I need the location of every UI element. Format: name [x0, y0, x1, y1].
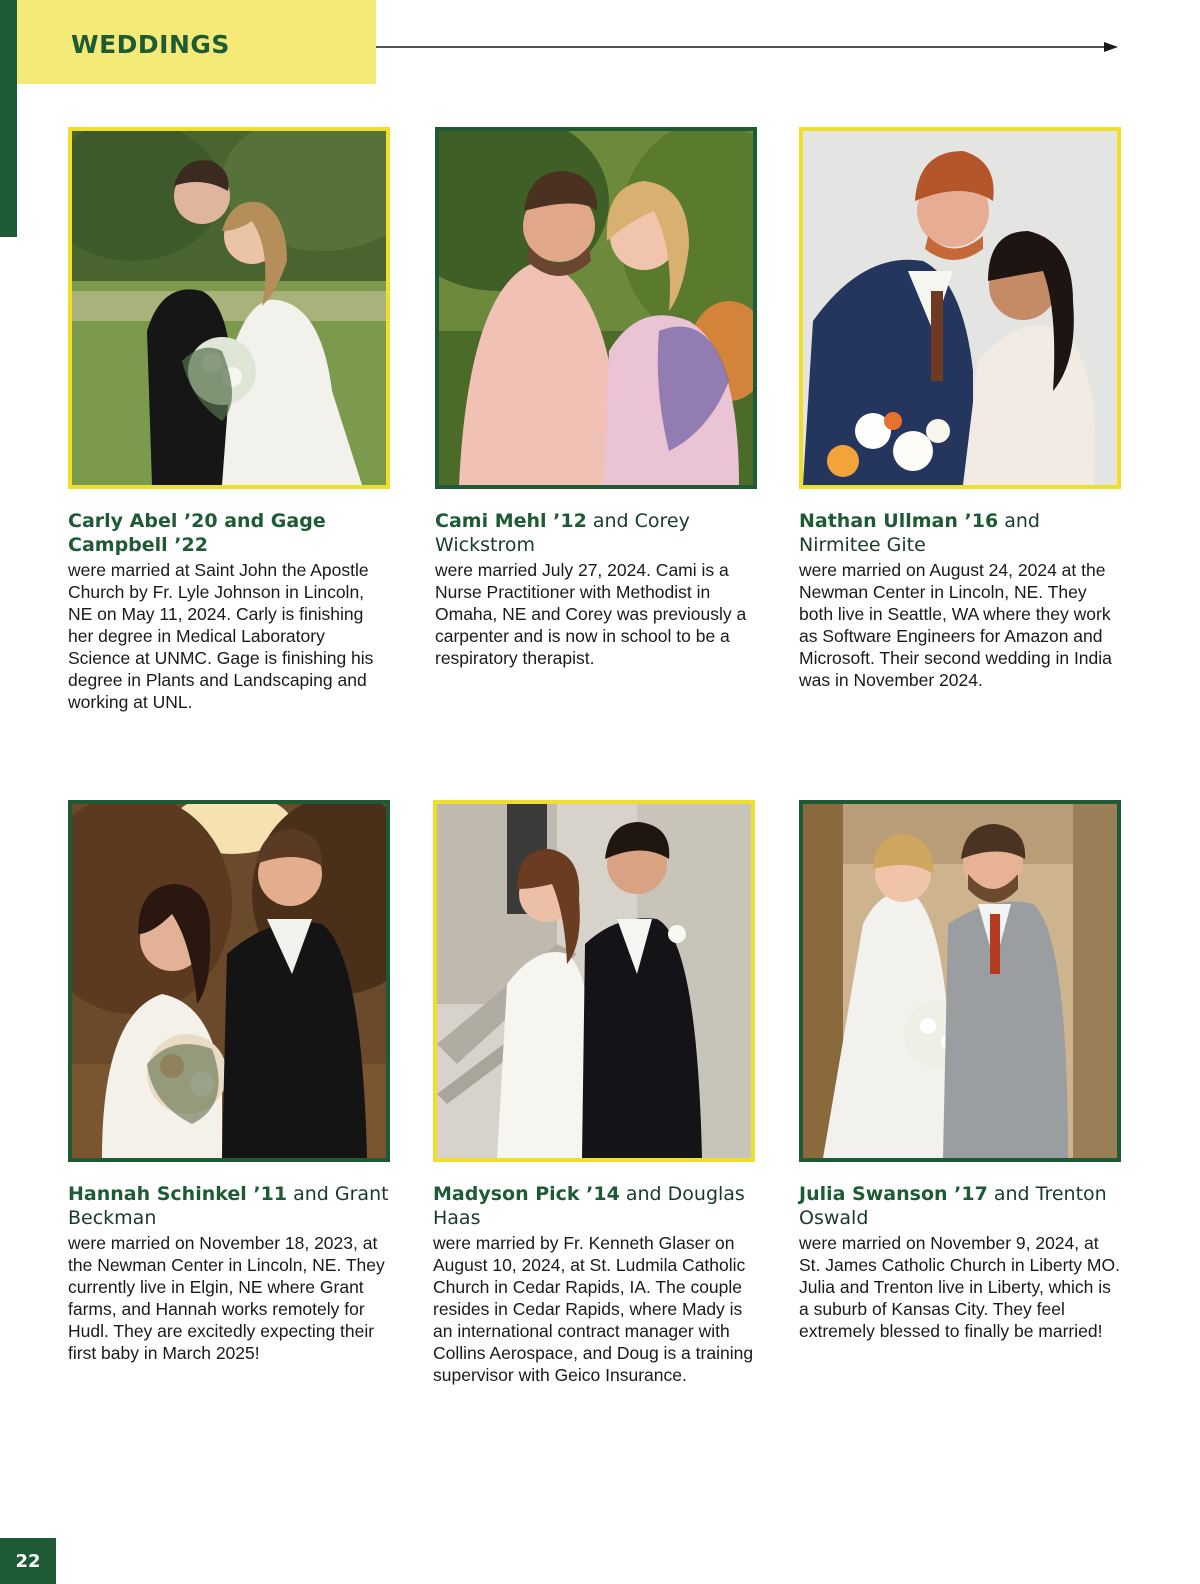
couple-names-rest: and Douglas Haas: [433, 1183, 745, 1229]
wedding-card: [435, 127, 757, 669]
couple-names-rest: and Grant Beckman: [68, 1183, 389, 1229]
couple-names: [68, 1182, 390, 1230]
couple-names-rest: and Trenton Oswald: [799, 1183, 1107, 1229]
wedding-description: were married on August 24, 2024 at the Newman Center in Lincoln, NE. They both live in Seattle, WA where they work as Software Engineers for Amazon and Microsoft. Their second wedding in India was in November 2024.: [799, 560, 1112, 690]
wedding-description: were married by Fr. Kenneth Glaser on August 10, 2024, at St. Ludmila Catholic Church in Cedar Rapids, IA. The couple resides in Cedar Rapids, where Mady is an international contract manager with Collins Aerospace, and Doug is a training supervisor with Geico Insurance.: [433, 1233, 754, 1385]
wedding-card: [433, 800, 755, 1386]
header-banner: [17, 0, 376, 84]
couple-names: [433, 1182, 755, 1230]
couple-names-bold: Madyson Pick ’14: [433, 1183, 620, 1205]
page-number: 22: [0, 1538, 56, 1584]
wedding-description: were married on November 18, 2023, at the Newman Center in Lincoln, NE. They currently live in Elgin, NE where Grant farms, and Hannah works remotely for Hudl. They are excitedly expecting their first baby in March 2025!: [68, 1233, 385, 1363]
couple-names-bold: Cami Mehl ’12: [435, 510, 587, 532]
wedding-card: [68, 127, 390, 713]
wedding-photo: [799, 800, 1121, 1162]
couple-names-rest: and Corey Wickstrom: [435, 510, 690, 556]
wedding-photo: [68, 127, 390, 489]
arrow-right-icon: [376, 38, 1132, 56]
section-title: WEDDINGS: [71, 30, 230, 59]
wedding-card: [799, 800, 1121, 1342]
wedding-photo: [435, 127, 757, 489]
wedding-description: were married July 27, 2024. Cami is a Nurse Practitioner with Methodist in Omaha, NE and Corey was previously a carpenter and is now in school to be a respiratory therapist.: [435, 560, 747, 668]
couple-names: [799, 509, 1121, 557]
couple-names: [435, 509, 757, 557]
wedding-card: [68, 800, 390, 1364]
wedding-description: were married at Saint John the Apostle Church by Fr. Lyle Johnson in Lincoln, NE on May 11, 2024. Carly is finishing her degree in Medical Laboratory Science at UNMC. Gage is finishing his degree in Plants and Landscaping and working at UNL.: [68, 560, 374, 712]
couple-names-rest: and Nirmitee Gite: [799, 510, 1040, 556]
couple-names-bold: Carly Abel ’20 and Gage Campbell ’22: [68, 510, 326, 556]
wedding-description: were married on November 9, 2024, at St. James Catholic Church in Liberty MO. Julia and Trenton live in Liberty, which is a suburb of Kansas City. They feel extremely blessed to finally be married!: [799, 1233, 1120, 1341]
couple-names-bold: Julia Swanson ’17: [799, 1183, 988, 1205]
couple-names-bold: Hannah Schinkel ’11: [68, 1183, 288, 1205]
wedding-photo: [433, 800, 755, 1162]
wedding-photo: [799, 127, 1121, 489]
couple-names: [68, 509, 390, 557]
wedding-photo: [68, 800, 390, 1162]
couple-names: [799, 1182, 1121, 1230]
wedding-card: [799, 127, 1121, 691]
left-accent-bar: [0, 0, 17, 237]
couple-names-bold: Nathan Ullman ’16: [799, 510, 999, 532]
